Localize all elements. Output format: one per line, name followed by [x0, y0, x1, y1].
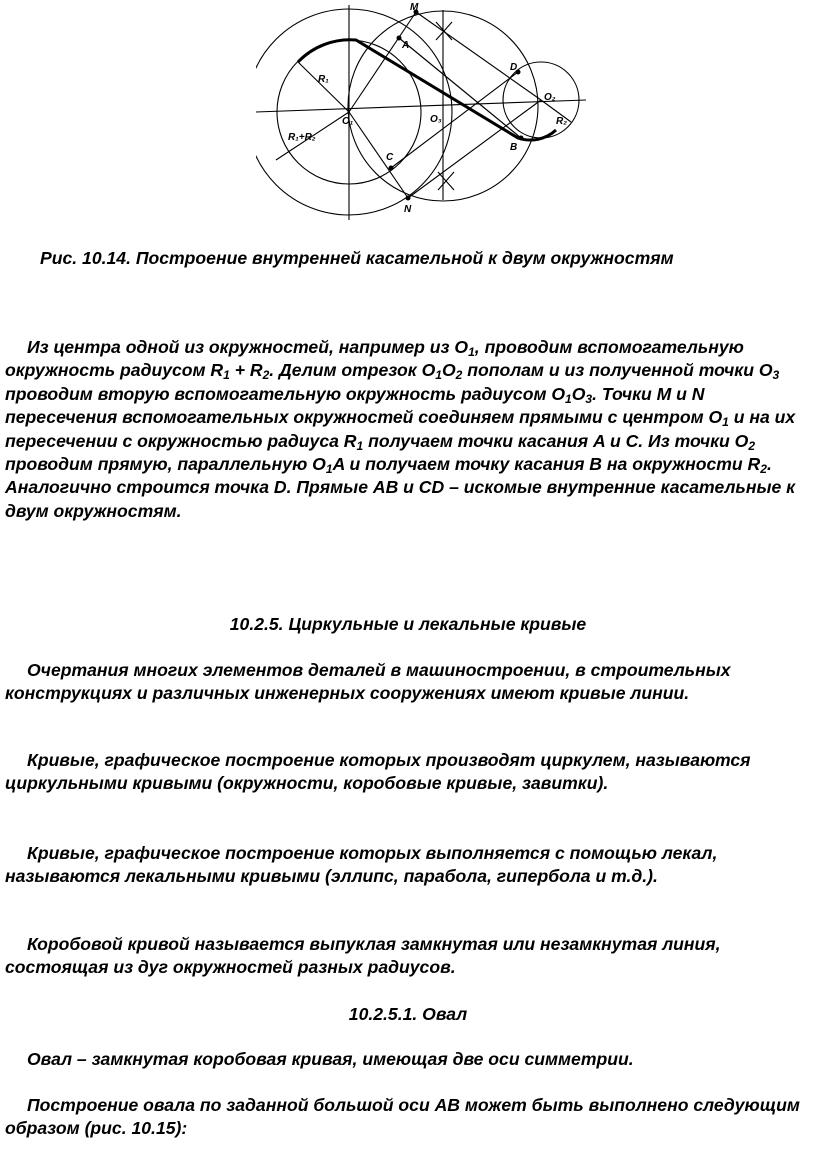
label-n: N	[404, 204, 412, 215]
paragraph-french-curves: Кривые, графическое построение которых выполняется с помощью лекал, называются лекальными кривыми (эллипс, парабола, гипербола и т.д.).	[5, 843, 718, 887]
paragraph-curves-intro: Очертания многих элементов деталей в машиностроении, в строительных конструкциях и различных инженерных сооружениях имеют кривые линии.	[5, 660, 731, 704]
paragraph-oval-construction: Построение овала по заданной большой оси AB может быть выполнено следующим образом (рис. 10.15):	[5, 1095, 800, 1139]
label-b: B	[510, 142, 518, 153]
figure-caption: Рис. 10.14. Построение внутренней касательной к двум окружностям	[40, 248, 674, 268]
label-o3: O₃	[430, 114, 442, 125]
label-a: A	[402, 40, 410, 51]
label-r2: R₂	[556, 116, 568, 127]
paragraph-oval-definition: Овал – замкнутая коробовая кривая, имеющая две оси симметрии.	[27, 1049, 634, 1069]
label-o1: O₁	[342, 116, 354, 127]
paragraph-box-curve: Коробовой кривой называется выпуклая замкнутая или незамкнутая линия, состоящая из дуг окружностей разных радиусов.	[5, 934, 721, 978]
section-title: 10.2.5. Циркульные и лекальные кривые	[229, 614, 587, 634]
label-o2: O₂	[544, 92, 556, 103]
label-r1: R₁	[318, 74, 329, 85]
label-c: C	[386, 152, 394, 163]
subsection-title: 10.2.5.1. Овал	[348, 1004, 468, 1024]
paragraph-construction: Из центра одной из окружностей, например из $O_1$, проводим вспомогательную окружность радиусом $R_1 + R_2$. Делим отрезок $O_1O_2$ пополам и из полученной точки $O_3$ проводим вторую вспомогательную окружность радиусом $O_1O_3$. Точки M и N пересечения вспомогательных окружностей соединяем прямыми с центром $O_1$ и на их пересечении с окружностью радиуса $R_1$ получаем точки касания A и C. Из точки $O_2$ проводим прямую, параллельную $O_1A$ и получаем точку касания B на окружности $R_2$. Аналогично строится точка D. Прямые AB и CD – искомые внутренние касательные к двум окружностям.	[5, 337, 796, 521]
label-r1r2: R₁+R₂	[288, 132, 316, 143]
label-d: D	[510, 62, 518, 73]
label-m: M	[410, 2, 419, 13]
tangent-construction-figure	[256, 0, 586, 220]
paragraph-compass-curves: Кривые, графическое построение которых производят циркулем, называются циркульными кривыми (окружности, коробовые кривые, завитки).	[5, 750, 751, 794]
